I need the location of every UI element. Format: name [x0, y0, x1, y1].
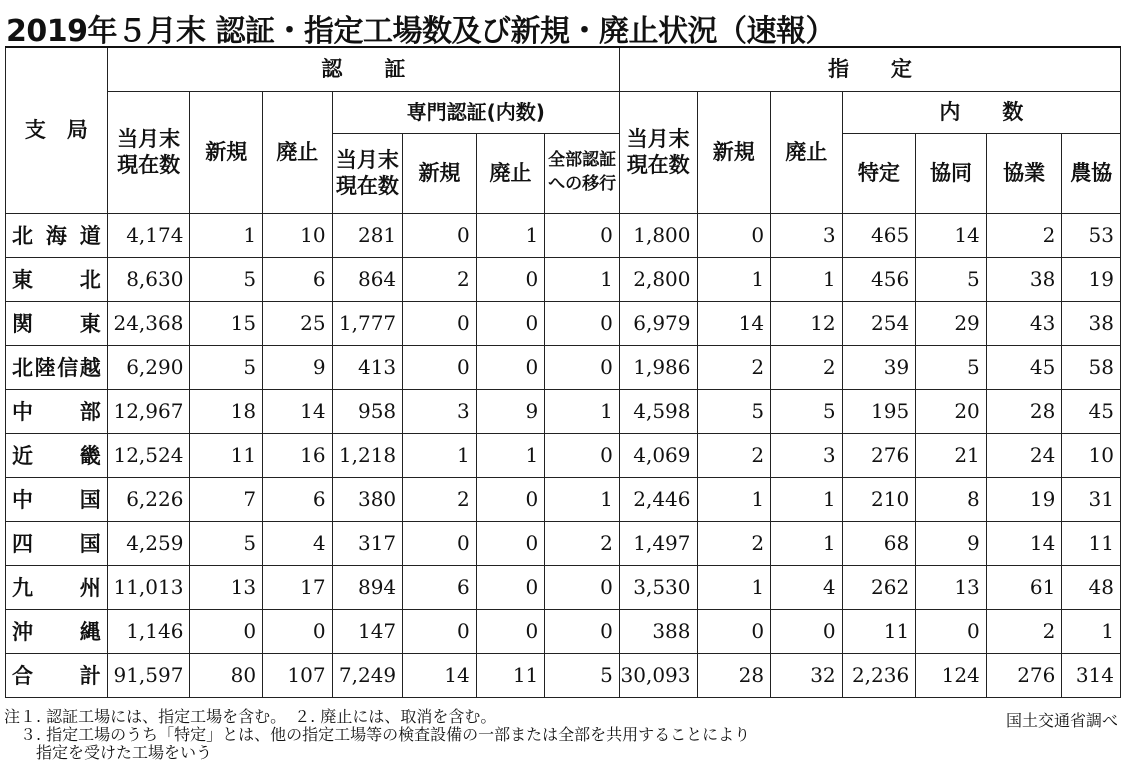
value-cell: 0: [545, 301, 620, 345]
value-cell: 24: [986, 433, 1062, 477]
table-row: [6, 301, 1121, 345]
source-label: 国土交通省調べ: [1005, 711, 1118, 730]
header-senmon: 専門認証(内数): [332, 91, 619, 133]
header-current-line2: 現在数: [626, 153, 690, 177]
value-cell: 48: [1062, 565, 1121, 609]
branch-cell: 近畿: [6, 433, 108, 477]
note-line: 注１. 認証工場には、指定工場を含む。 ２. 廃止には、取消を含む。: [4, 707, 497, 726]
value-cell: 7: [190, 477, 263, 521]
value-cell: 1,800: [619, 213, 697, 257]
value-cell: 19: [1062, 257, 1121, 301]
value-cell: 5: [190, 345, 263, 389]
value-cell: 0: [403, 345, 477, 389]
value-cell: 958: [332, 389, 403, 433]
header-nintei-new: 新規: [190, 91, 263, 213]
value-cell: 4,069: [619, 433, 697, 477]
value-cell: 1,986: [619, 345, 697, 389]
value-cell: 12,524: [107, 433, 190, 477]
note-line: 指定を受けた工場をいう: [4, 743, 213, 762]
table-row: [6, 521, 1121, 565]
header-nokyo: 農協: [1062, 133, 1121, 213]
value-cell: 19: [986, 477, 1062, 521]
table-row: [6, 389, 1121, 433]
value-cell: 53: [1062, 213, 1121, 257]
branch-cell: 関東: [6, 301, 108, 345]
value-cell: 1: [476, 213, 545, 257]
value-cell: 1: [697, 565, 771, 609]
value-cell: 14: [697, 301, 771, 345]
value-cell: 11: [190, 433, 263, 477]
header-shitei: 指 定: [619, 47, 1120, 91]
value-cell: 0: [476, 301, 545, 345]
header-zenbu: [545, 133, 620, 213]
branch-cell: 中部: [6, 389, 108, 433]
value-cell: 45: [986, 345, 1062, 389]
value-cell: 2: [986, 213, 1062, 257]
table-row: [6, 345, 1121, 389]
header-zenbu-line1: 全部認証: [548, 150, 617, 171]
value-cell: 2: [403, 257, 477, 301]
branch-cell: 四国: [6, 521, 108, 565]
value-cell: 0: [403, 609, 477, 653]
value-cell: 2: [771, 345, 843, 389]
value-cell: 147: [332, 609, 403, 653]
value-cell: 0: [916, 609, 987, 653]
value-cell: 14: [916, 213, 987, 257]
value-cell: 11: [476, 653, 545, 697]
value-cell: 1: [771, 477, 843, 521]
value-cell: 28: [986, 389, 1062, 433]
value-cell: 11,013: [107, 565, 190, 609]
value-cell: 10: [263, 213, 333, 257]
value-cell: 3: [403, 389, 477, 433]
value-cell: 61: [986, 565, 1062, 609]
value-cell: 1: [476, 433, 545, 477]
value-cell: 5: [545, 653, 620, 697]
value-cell: 388: [619, 609, 697, 653]
table-body: [6, 213, 1121, 697]
table-row: [6, 477, 1121, 521]
value-cell: 68: [842, 521, 916, 565]
value-cell: 0: [545, 609, 620, 653]
value-cell: 9: [476, 389, 545, 433]
value-cell: 317: [332, 521, 403, 565]
value-cell: 12: [771, 301, 843, 345]
value-cell: 0: [263, 609, 333, 653]
value-cell: 4,598: [619, 389, 697, 433]
value-cell: 0: [476, 345, 545, 389]
value-cell: 4,174: [107, 213, 190, 257]
header-current-line2: 現在数: [117, 153, 181, 177]
value-cell: 3: [771, 433, 843, 477]
value-cell: 1: [545, 389, 620, 433]
value-cell: 6: [403, 565, 477, 609]
value-cell: 0: [697, 213, 771, 257]
value-cell: 276: [842, 433, 916, 477]
value-cell: 5: [697, 389, 771, 433]
value-cell: 28: [697, 653, 771, 697]
value-cell: 1: [771, 521, 843, 565]
value-cell: 17: [263, 565, 333, 609]
header-senmon-new: 新規: [403, 133, 477, 213]
value-cell: 1,497: [619, 521, 697, 565]
branch-cell: 中国: [6, 477, 108, 521]
table-row: [6, 565, 1121, 609]
notes: [4, 708, 750, 762]
table-row: [6, 257, 1121, 301]
value-cell: 0: [476, 609, 545, 653]
value-cell: 276: [986, 653, 1062, 697]
value-cell: 0: [545, 433, 620, 477]
value-cell: 5: [916, 257, 987, 301]
value-cell: 13: [190, 565, 263, 609]
branch-cell: 沖縄: [6, 609, 108, 653]
header-senmon-current: [332, 133, 403, 213]
value-cell: 456: [842, 257, 916, 301]
value-cell: 4,259: [107, 521, 190, 565]
value-cell: 0: [190, 609, 263, 653]
value-cell: 1: [697, 257, 771, 301]
header-senmon-current-line2: 現在数: [335, 174, 399, 198]
value-cell: 14: [986, 521, 1062, 565]
value-cell: 3: [771, 213, 843, 257]
value-cell: 2: [545, 521, 620, 565]
branch-cell: 北陸信越: [6, 345, 108, 389]
header-current-line1: 当月末: [117, 126, 181, 151]
value-cell: 1: [697, 477, 771, 521]
value-cell: 2: [986, 609, 1062, 653]
header-nintei-current: [107, 91, 190, 213]
value-cell: 0: [403, 213, 477, 257]
value-cell: 6,226: [107, 477, 190, 521]
header-senmon-current-line1: 当月末: [335, 147, 399, 172]
value-cell: 8: [916, 477, 987, 521]
header-current-line1: 当月末: [626, 126, 690, 151]
value-cell: 1: [545, 477, 620, 521]
header-nintei-abolish: 廃止: [263, 91, 333, 213]
value-cell: 1,146: [107, 609, 190, 653]
value-cell: 124: [916, 653, 987, 697]
value-cell: 24,368: [107, 301, 190, 345]
value-cell: 0: [403, 301, 477, 345]
header-kyogyo: 協業: [986, 133, 1062, 213]
value-cell: 107: [263, 653, 333, 697]
value-cell: 6,290: [107, 345, 190, 389]
header-shitei-abolish: 廃止: [771, 91, 843, 213]
value-cell: 1,218: [332, 433, 403, 477]
value-cell: 38: [986, 257, 1062, 301]
value-cell: 25: [263, 301, 333, 345]
value-cell: 281: [332, 213, 403, 257]
value-cell: 6: [263, 477, 333, 521]
page-title: 2019年５月末 認証・指定工場数及び新規・廃止状況（速報）: [6, 14, 835, 49]
value-cell: 5: [771, 389, 843, 433]
value-cell: 254: [842, 301, 916, 345]
branch-cell: 九州: [6, 565, 108, 609]
value-cell: 3,530: [619, 565, 697, 609]
value-cell: 16: [263, 433, 333, 477]
value-cell: 0: [545, 565, 620, 609]
value-cell: 15: [190, 301, 263, 345]
value-cell: 210: [842, 477, 916, 521]
note-line: ３. 指定工場のうち「特定」とは、他の指定工場等の検査設備の一部または全部を共用することにより: [4, 725, 751, 744]
value-cell: 2: [697, 345, 771, 389]
value-cell: 10: [1062, 433, 1121, 477]
value-cell: 2,800: [619, 257, 697, 301]
value-cell: 0: [476, 521, 545, 565]
value-cell: 30,093: [619, 653, 697, 697]
value-cell: 262: [842, 565, 916, 609]
value-cell: 894: [332, 565, 403, 609]
value-cell: 14: [403, 653, 477, 697]
branch-cell: 北海道: [6, 213, 108, 257]
value-cell: 2: [697, 433, 771, 477]
value-cell: 45: [1062, 389, 1121, 433]
value-cell: 21: [916, 433, 987, 477]
value-cell: 43: [986, 301, 1062, 345]
header-uchisu: 内 数: [842, 91, 1120, 133]
value-cell: 31: [1062, 477, 1121, 521]
value-cell: 1: [771, 257, 843, 301]
header-shitei-new: 新規: [697, 91, 771, 213]
value-cell: 9: [263, 345, 333, 389]
value-cell: 0: [476, 477, 545, 521]
value-cell: 1: [1062, 609, 1121, 653]
value-cell: 6: [263, 257, 333, 301]
value-cell: 0: [403, 521, 477, 565]
value-cell: 5: [190, 257, 263, 301]
value-cell: 2: [403, 477, 477, 521]
value-cell: 864: [332, 257, 403, 301]
value-cell: 0: [697, 609, 771, 653]
value-cell: 2,446: [619, 477, 697, 521]
header-kyodo: 協同: [916, 133, 987, 213]
value-cell: 80: [190, 653, 263, 697]
table-row: [6, 213, 1121, 257]
branch-cell: 東北: [6, 257, 108, 301]
value-cell: 2,236: [842, 653, 916, 697]
header-branch: 支 局: [6, 47, 108, 213]
value-cell: 1: [190, 213, 263, 257]
value-cell: 29: [916, 301, 987, 345]
value-cell: 1,777: [332, 301, 403, 345]
total-row: [6, 653, 1121, 697]
value-cell: 380: [332, 477, 403, 521]
value-cell: 0: [476, 565, 545, 609]
value-cell: 0: [545, 213, 620, 257]
value-cell: 91,597: [107, 653, 190, 697]
value-cell: 13: [916, 565, 987, 609]
value-cell: 0: [771, 609, 843, 653]
value-cell: 413: [332, 345, 403, 389]
value-cell: 38: [1062, 301, 1121, 345]
branch-cell: 合計: [6, 653, 108, 697]
value-cell: 11: [1062, 521, 1121, 565]
value-cell: 5: [916, 345, 987, 389]
value-cell: 12,967: [107, 389, 190, 433]
value-cell: 7,249: [332, 653, 403, 697]
table-row: [6, 433, 1121, 477]
value-cell: 39: [842, 345, 916, 389]
table-row: [6, 609, 1121, 653]
value-cell: 18: [190, 389, 263, 433]
value-cell: 4: [263, 521, 333, 565]
value-cell: 9: [916, 521, 987, 565]
value-cell: 8,630: [107, 257, 190, 301]
value-cell: 4: [771, 565, 843, 609]
header-senmon-abolish: 廃止: [476, 133, 545, 213]
value-cell: 0: [545, 345, 620, 389]
value-cell: 14: [263, 389, 333, 433]
value-cell: 465: [842, 213, 916, 257]
value-cell: 1: [403, 433, 477, 477]
value-cell: 11: [842, 609, 916, 653]
value-cell: 1: [545, 257, 620, 301]
header-nintei: 認 証: [107, 47, 619, 91]
value-cell: 0: [476, 257, 545, 301]
header-tokutei: 特定: [842, 133, 916, 213]
value-cell: 2: [697, 521, 771, 565]
header-zenbu-line2: への移行: [548, 174, 617, 194]
factory-table: [5, 46, 1121, 698]
value-cell: 32: [771, 653, 843, 697]
value-cell: 5: [190, 521, 263, 565]
value-cell: 20: [916, 389, 987, 433]
value-cell: 314: [1062, 653, 1121, 697]
value-cell: 6,979: [619, 301, 697, 345]
value-cell: 195: [842, 389, 916, 433]
header-shitei-current: [619, 91, 697, 213]
value-cell: 58: [1062, 345, 1121, 389]
